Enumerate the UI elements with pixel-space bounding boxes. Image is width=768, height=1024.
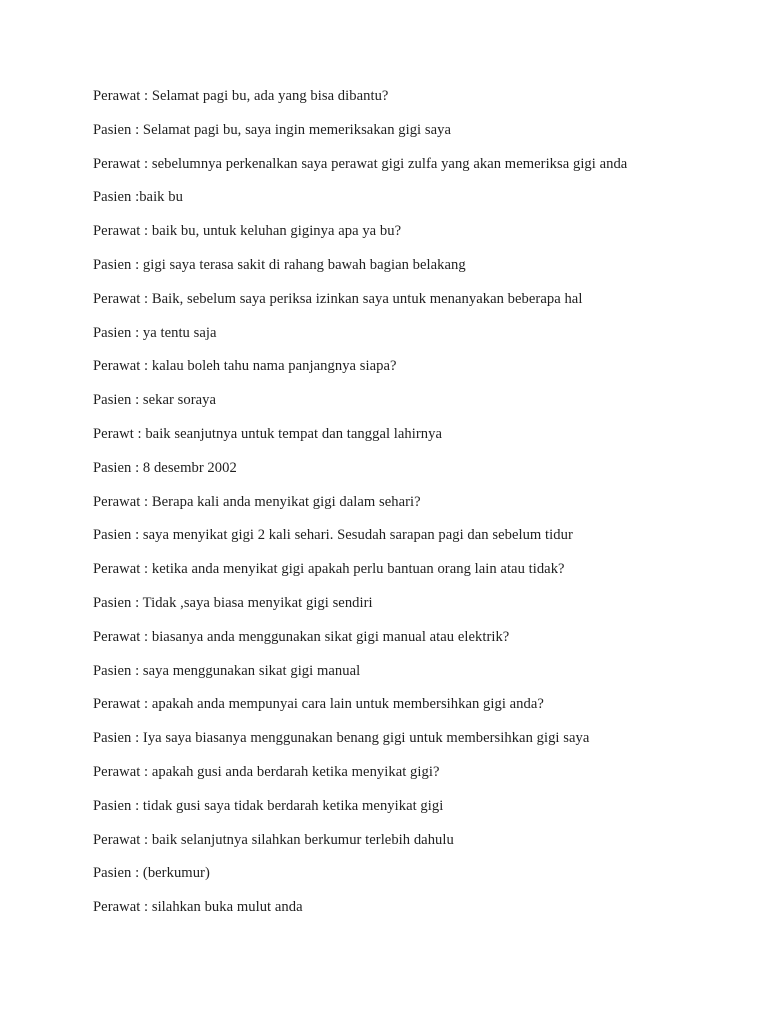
dialogue-line: Pasien : Tidak ,saya biasa menyikat gigi sendiri [93, 594, 373, 611]
dialogue-line: Pasien : Iya saya biasanya menggunakan benang gigi untuk membersihkan gigi saya [93, 730, 590, 747]
dialogue-line: Perawat : baik selanjutnya silahkan berkumur terlebih dahulu [93, 831, 454, 848]
dialogue-line: Perawat : Selamat pagi bu, ada yang bisa dibantu? [93, 88, 389, 104]
dialogue-line: Pasien : 8 desembr 2002 [93, 459, 237, 476]
dialogue-line: Pasien : saya menyikat gigi 2 kali sehari. Sesudah sarapan pagi dan sebelum tidur [93, 527, 573, 544]
dialogue-line: Perawat : silahkan buka mulut anda [93, 899, 303, 916]
dialogue-line: Perawat : ketika anda menyikat gigi apakah perlu bantuan orang lain atau tidak? [93, 561, 565, 578]
dialogue-line: Perawt : baik seanjutnya untuk tempat dan tanggal lahirnya [93, 425, 442, 442]
dialogue-line: Pasien : sekar soraya [93, 392, 217, 409]
dialogue-line: Perawat : Baik, sebelum saya periksa izinkan saya untuk menanyakan beberapa hal [93, 290, 583, 307]
dialogue-line: Pasien : saya menggunakan sikat gigi manual [93, 662, 361, 679]
dialogue-line: Pasien : ya tentu saja [93, 324, 217, 341]
dialogue-line: Perawat : apakah gusi anda berdarah ketika menyikat gigi? [93, 763, 440, 780]
dialogue-line: Pasien :baik bu [93, 189, 183, 206]
dialogue-line: Perawat : Berapa kali anda menyikat gigi dalam sehari? [93, 493, 421, 510]
dialogue-line: Pasien : (berkumur) [93, 865, 210, 882]
dialogue-line: Perawat : apakah anda mempunyai cara lain untuk membersihkan gigi anda? [93, 696, 544, 713]
dialogue-line: Pasien : Selamat pagi bu, saya ingin memeriksakan gigi saya [93, 121, 451, 138]
dialogue-transcript [93, 86, 748, 917]
dialogue-line: Perawat : kalau boleh tahu nama panjangnya siapa? [93, 358, 397, 375]
dialogue-line: Pasien : gigi saya terasa sakit di rahang bawah bagian belakang [93, 256, 466, 273]
dialogue-line: Perawat : sebelumnya perkenalkan saya perawat gigi zulfa yang akan memeriksa gigi anda [93, 155, 628, 172]
dialogue-line: Perawat : biasanya anda menggunakan sikat gigi manual atau elektrik? [93, 628, 510, 645]
dialogue-line: Perawat : baik bu, untuk keluhan giginya apa ya bu? [93, 223, 402, 240]
dialogue-line: Pasien : tidak gusi saya tidak berdarah ketika menyikat gigi [93, 797, 444, 814]
